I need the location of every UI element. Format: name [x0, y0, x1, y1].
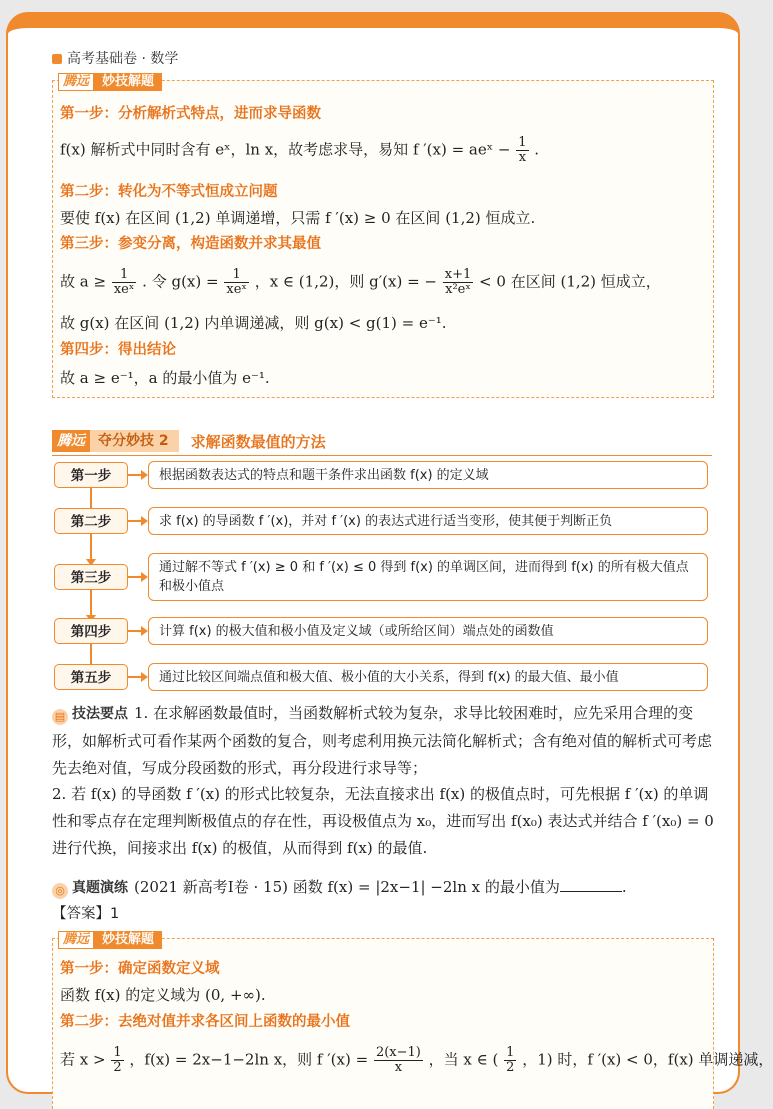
b2-b: ，f(x) = 2x−1−2ln x，则 f ′(x) = — [129, 1050, 369, 1069]
flow-text-3: 通过解不等式 f ′(x) ≥ 0 和 f ′(x) ≤ 0 得到 f(x) 的单调区间，进而得到 f(x) 的所有极大值点和极小值点 — [148, 553, 708, 601]
s3-fraction-2 — [224, 268, 249, 297]
flow-step-2: 第二步 — [54, 508, 128, 534]
fraction-numerator: 1 — [113, 1045, 122, 1060]
tag-label: 妙技解题 — [94, 931, 162, 949]
fraction-numerator: 2(x−1) — [375, 1045, 421, 1060]
tag-logo: 腾远 — [58, 931, 94, 949]
fraction-numerator: 1 — [112, 268, 137, 283]
box1-step3-line2: 故 g(x) 在区间 (1,2) 内单调递减，则 g(x) < g(1) = e⁻¹. — [60, 314, 447, 332]
fraction-denominator: xeˣ — [113, 282, 135, 297]
target-icon: ◎ — [52, 883, 68, 899]
section-header — [52, 430, 326, 452]
page-frame — [6, 12, 773, 1094]
box1-step4-title: 第四步：得出结论 — [60, 342, 176, 358]
b2-fraction-3 — [504, 1046, 516, 1075]
b2-d: ，1) 时，f ′(x) < 0，f(x) 单调递减， — [522, 1050, 773, 1069]
tips-paragraph-2: 2. 若 f(x) 的导函数 f ′(x) 的形式比较复杂，无法直接求出 f(x) 的极值点时，可先根据 f ′(x) 的单调性和零点存在定理判断极值点的存在性，再设极值点为 x₀，进而写出 f(x₀) 表达式并结合 f ′(x₀) = 0 进行代换，间接求出 f(x) 的极值，从而得到 f(x) 的最值. — [52, 785, 714, 857]
section-label: 夺分妙技 2 — [90, 430, 179, 452]
tag-logo: 腾远 — [58, 73, 94, 91]
flow-connector-3 — [90, 590, 92, 620]
fraction-numerator: 1 — [506, 1045, 515, 1060]
section-logo: 腾远 — [52, 430, 90, 452]
header-square-icon — [52, 54, 62, 64]
flow-step-4: 第四步 — [54, 618, 128, 644]
b2-fraction-2 — [374, 1046, 423, 1075]
header-title: 高考基础卷 · 数学 — [67, 51, 179, 67]
tips-paragraph-1 — [52, 700, 714, 782]
box1-step1-pre: f(x) 解析式中同时含有 eˣ，ln x，故考虑求导，易知 f ′(x) = aeˣ − — [60, 140, 511, 159]
section-underline — [52, 455, 712, 456]
s3-c: ，x ∈ (1,2)，则 g′(x) = − — [254, 272, 437, 291]
fraction-numerator: 1 — [224, 268, 249, 283]
section-title: 求解函数最值的方法 — [190, 432, 326, 451]
exam-answer: 【答案】1 — [52, 906, 120, 922]
exam-text: (2021 新高考Ⅰ卷 · 15) 函数 f(x) = |2x−1| −2ln x 的最小值为 — [134, 878, 560, 896]
box2-step1-title: 第一步：确定函数定义域 — [60, 961, 220, 977]
fraction-denominator: x — [518, 150, 527, 165]
flow-step-1: 第一步 — [54, 462, 128, 488]
flow-arrow-2 — [128, 520, 146, 522]
s3-fraction-3 — [443, 268, 474, 297]
box1-step1-post: . — [534, 140, 540, 159]
solution-tag-2 — [58, 931, 162, 949]
tips-badge-label: 技法要点 — [72, 706, 128, 722]
box1-step1-title: 第一步：分析解析式特点，进而求导函数 — [60, 106, 321, 122]
exam-line — [52, 874, 714, 902]
box1-step3-line1 — [60, 268, 661, 297]
fraction-numerator: 1 — [518, 135, 527, 150]
fraction-denominator: x²eˣ — [445, 282, 471, 297]
s3-fraction-1 — [112, 268, 137, 297]
tips-p1-text: 1. 在求解函数最值时，当函数解析式较为复杂，求导比较困难时，应先采用合理的变形，如解析式可看作某两个函数的复合，则考虑利用换元法简化解析式；含有绝对值的解析式可考虑先去绝对值，写成分段函数的形式，再分段进行求导等； — [52, 704, 713, 777]
b2-fraction-1 — [111, 1046, 123, 1075]
box1-step4-text: 故 a ≥ e⁻¹，a 的最小值为 e⁻¹. — [60, 369, 270, 387]
box1-step2-title: 第二步：转化为不等式恒成立问题 — [60, 184, 278, 200]
tips-badge — [52, 701, 128, 728]
fraction-denominator: 2 — [113, 1060, 122, 1075]
exam-end: . — [621, 878, 627, 896]
solution-tag-1 — [58, 73, 162, 91]
box2-step2-text — [60, 1046, 773, 1075]
flow-arrow-4 — [128, 630, 146, 632]
s3-b: . 令 g(x) = — [142, 272, 219, 291]
answer-blank — [560, 891, 622, 892]
flow-text-4: 计算 f(x) 的极大值和极小值及定义域（或所给区间）端点处的函数值 — [148, 617, 708, 645]
book-icon: ▤ — [52, 709, 68, 725]
b2-a: 若 x > — [60, 1050, 106, 1069]
exam-badge — [52, 875, 128, 902]
tag-label: 妙技解题 — [94, 73, 162, 91]
flow-text-1: 根据函数表达式的特点和题干条件求出函数 f(x) 的定义域 — [148, 461, 708, 489]
exam-badge-label: 真题演练 — [72, 880, 128, 896]
flow-step-3: 第三步 — [54, 564, 128, 590]
fraction-numerator: x+1 — [444, 267, 472, 282]
box1-step1-fraction — [516, 136, 528, 165]
flow-text-2: 求 f(x) 的导函数 f ′(x)，并对 f ′(x) 的表达式进行适当变形，使其便于判断正负 — [148, 507, 708, 535]
fraction-denominator: xeˣ — [226, 282, 247, 297]
page-header — [52, 48, 178, 68]
flow-step-5: 第五步 — [54, 664, 128, 690]
flow-connector-2 — [90, 534, 92, 564]
flow-arrow-1 — [128, 474, 146, 476]
box1-step1-text — [60, 136, 539, 165]
box2-step2-title: 第二步：去绝对值并求各区间上函数的最小值 — [60, 1014, 350, 1030]
flow-arrow-3 — [128, 576, 146, 578]
box1-step3-title: 第三步：参变分离，构造函数并求其最值 — [60, 236, 321, 252]
fraction-denominator: x — [394, 1060, 403, 1075]
box1-step2-text: 要使 f(x) 在区间 (1,2) 单调递增，只需 f ′(x) ≥ 0 在区间 (1,2) 恒成立. — [60, 209, 536, 227]
s3-a: 故 a ≥ — [60, 272, 107, 291]
flow-arrow-5 — [128, 676, 146, 678]
b2-c: ，当 x ∈ ( — [428, 1050, 499, 1069]
flow-text-5: 通过比较区间端点值和极大值、极小值的大小关系，得到 f(x) 的最大值、最小值 — [148, 663, 708, 691]
s3-d: < 0 在区间 (1,2) 恒成立， — [479, 272, 661, 291]
fraction-denominator: 2 — [506, 1060, 515, 1075]
box2-step1-text: 函数 f(x) 的定义域为 (0, +∞). — [60, 986, 266, 1004]
